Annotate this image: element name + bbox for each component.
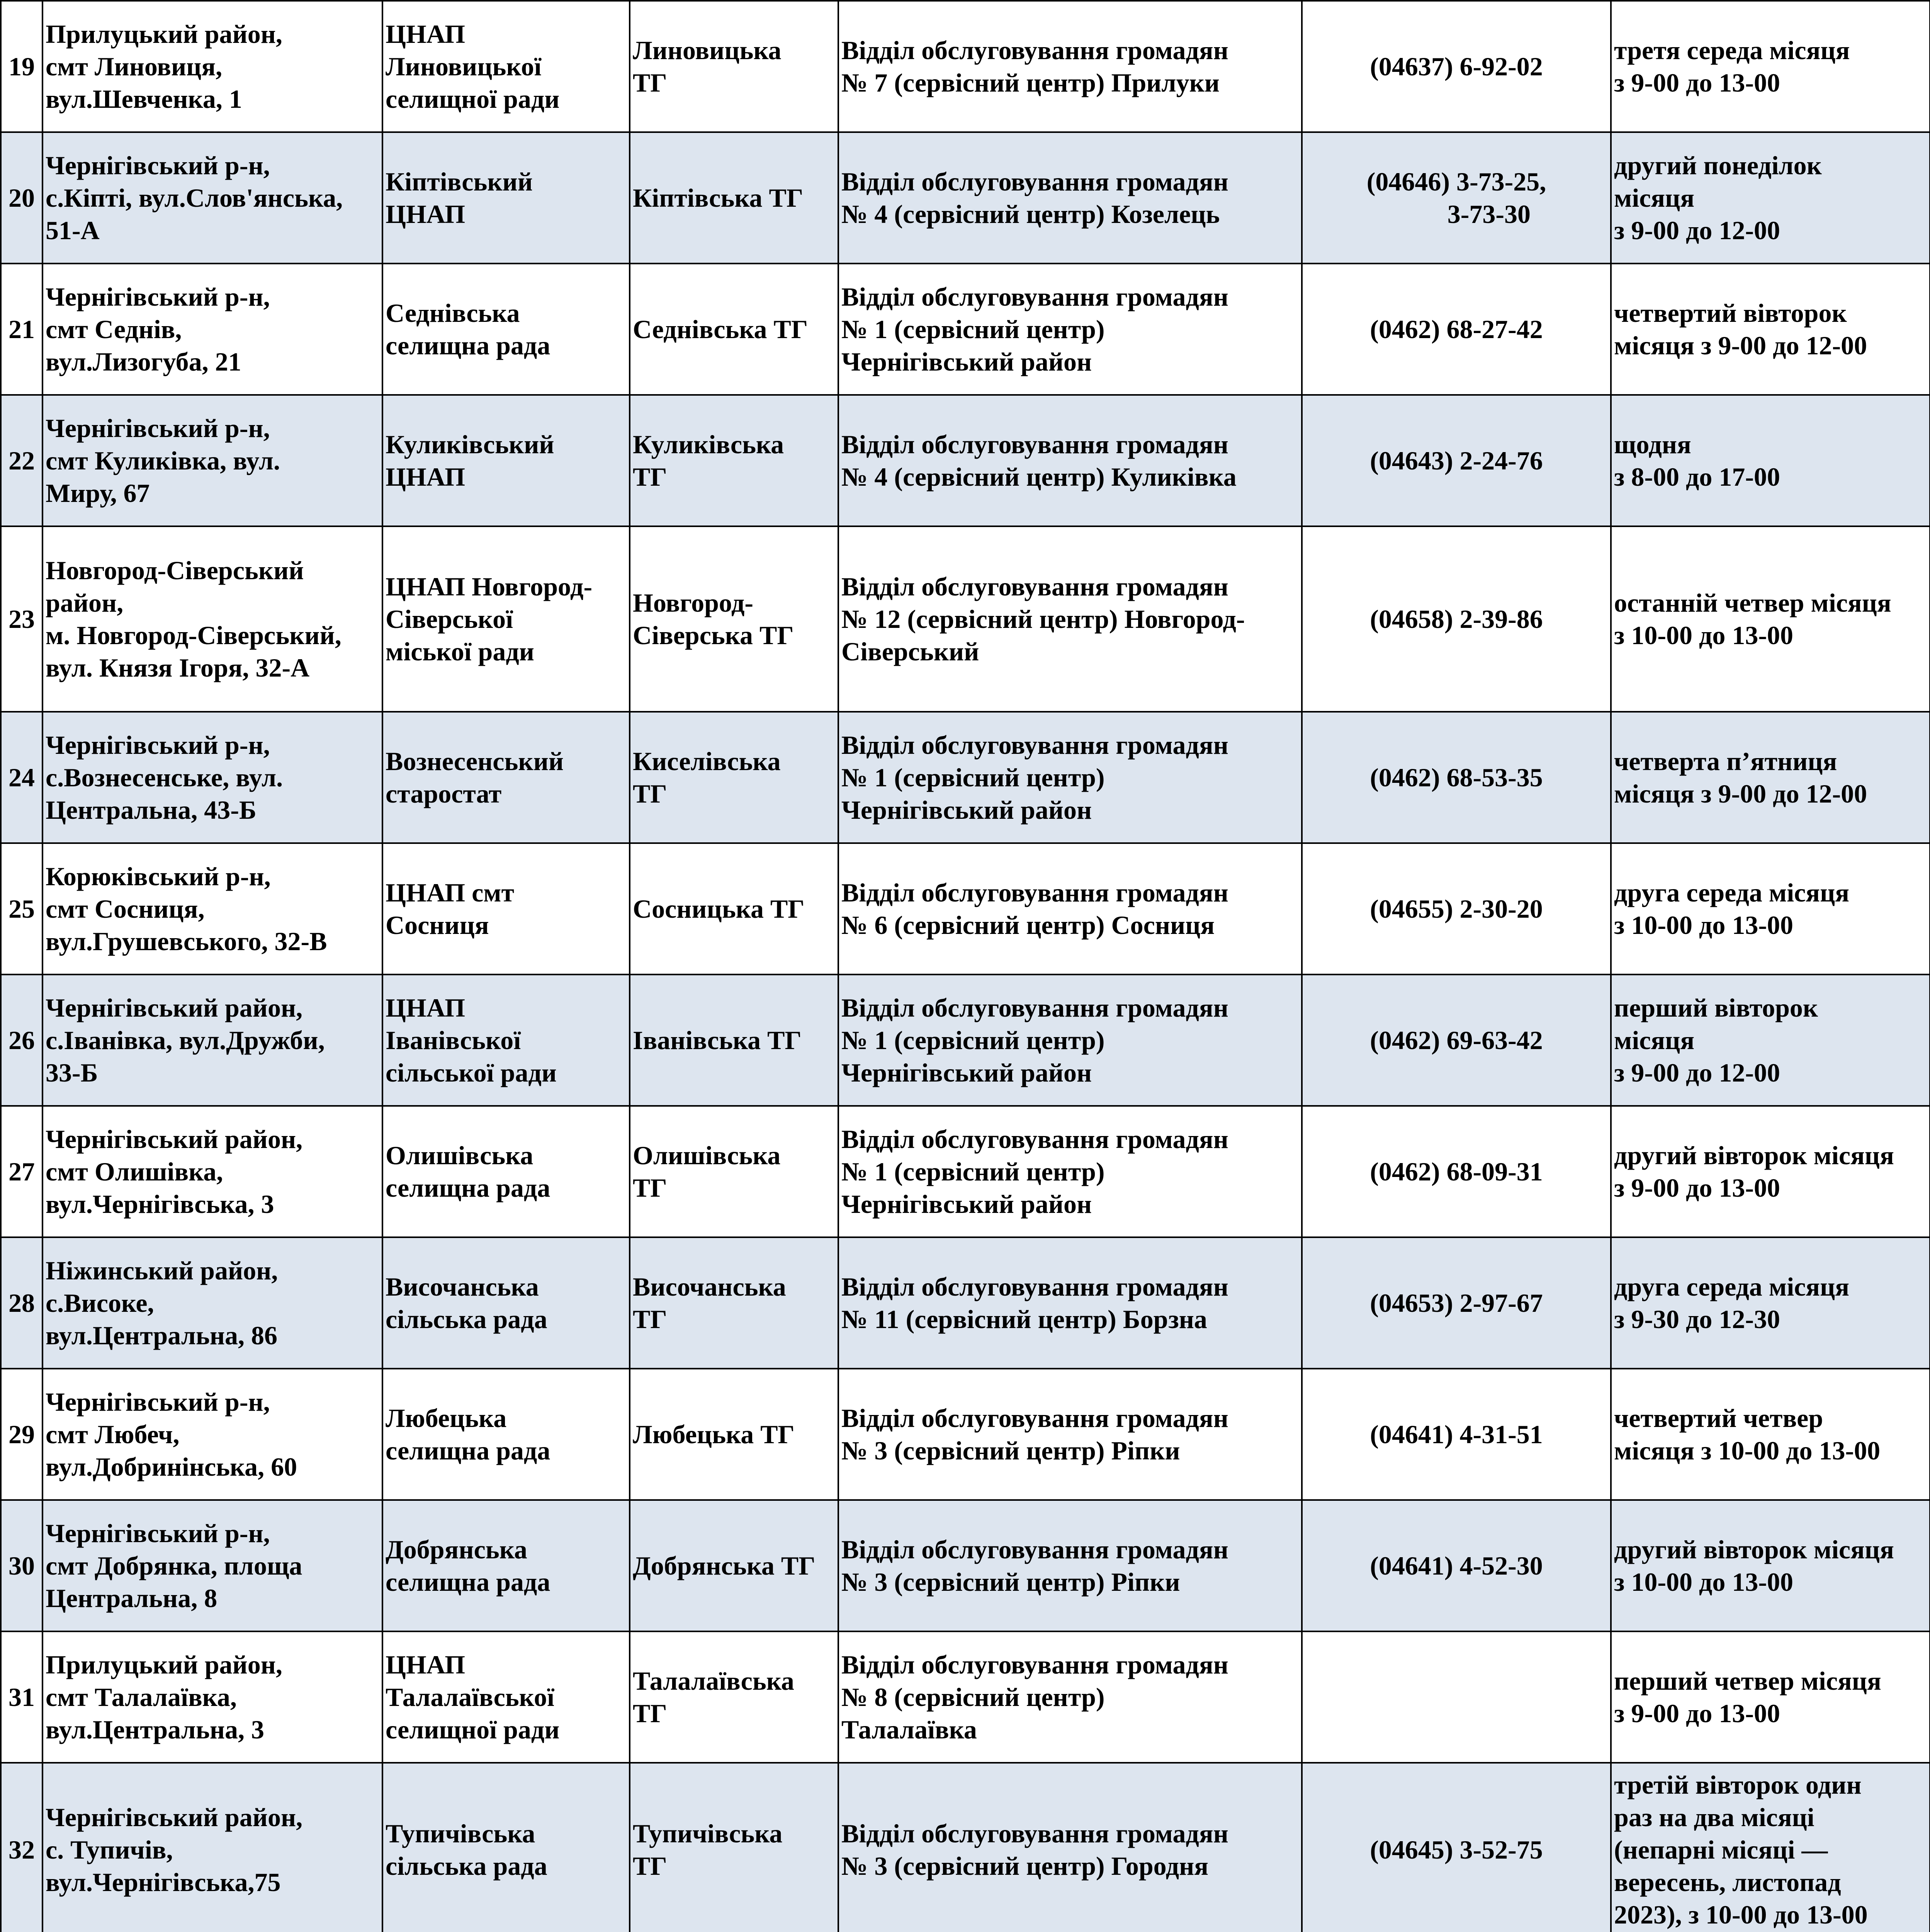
row-number: 30 (1, 1500, 42, 1631)
community-cell (630, 1631, 838, 1763)
phone-cell (1302, 843, 1611, 975)
phone-cell-line: (04653) 2-97-67 (1370, 1288, 1543, 1318)
address-cell-line: вул.Центральна, 86 (46, 1321, 278, 1350)
schedule-cell-line: четвертий вівторок (1614, 298, 1847, 328)
schedule-cell (1611, 1237, 1930, 1369)
department-cell-line: Відділ обслуговування громадян (841, 282, 1228, 311)
community-cell-line: ТГ (633, 1851, 667, 1881)
schedule-cell-line: місяця (1614, 1026, 1695, 1055)
department-cell-line: Відділ обслуговування громадян (841, 36, 1228, 65)
table-body (1, 1, 1930, 1932)
schedule-cell-line: місяця з 10-00 до 13-00 (1614, 1436, 1881, 1465)
department-cell-line: Сіверський (841, 637, 979, 666)
cnap-cell-line: ЦНАП (386, 993, 466, 1022)
community-cell (630, 712, 838, 843)
address-cell-line: м. Новгород-Сіверський, (46, 621, 341, 650)
row-number: 23 (1, 526, 42, 712)
phone-cell-line: (0462) 68-53-35 (1370, 763, 1543, 792)
schedule-cell-line: з 9-00 до 13-00 (1614, 1173, 1780, 1202)
row-number: 22 (1, 395, 42, 526)
table-row (1, 526, 1930, 712)
cnap-cell-line: сільська рада (386, 1304, 547, 1334)
cnap-cell (382, 1631, 630, 1763)
community-cell (630, 1763, 838, 1932)
address-cell-line: Чернігівський район, (46, 1803, 303, 1832)
department-cell (838, 132, 1302, 264)
schedule-cell (1611, 1106, 1930, 1237)
cnap-cell-line: Тупичівська (386, 1819, 535, 1848)
table-row (1, 264, 1930, 395)
phone-cell-line: (04646) 3-73-25, (1366, 167, 1546, 196)
department-cell-line: Відділ обслуговування громадян (841, 1535, 1228, 1564)
schedule-cell (1611, 526, 1930, 712)
cnap-cell-line: ЦНАП (386, 462, 466, 492)
address-cell-line: смт Линовиця, (46, 52, 223, 81)
row-number: 21 (1, 264, 42, 395)
department-cell-line: Відділ обслуговування громадян (841, 1819, 1228, 1848)
address-cell (42, 975, 382, 1106)
phone-cell (1302, 1106, 1611, 1237)
phone-cell-line: (04641) 4-52-30 (1370, 1551, 1543, 1580)
table-row (1, 712, 1930, 843)
cnap-cell-line: Сіверської (386, 604, 513, 634)
phone-cell-line: (0462) 68-09-31 (1370, 1157, 1543, 1186)
schedule-cell-line: з 10-00 до 13-00 (1614, 621, 1794, 650)
phone-cell-line: (04641) 4-31-51 (1370, 1420, 1543, 1449)
schedule-cell-line: вересень, листопад (1614, 1867, 1841, 1897)
row-number: 27 (1, 1106, 42, 1237)
schedule-cell-line: раз на два місяці (1614, 1803, 1814, 1832)
community-cell (630, 1, 838, 132)
row-number: 20 (1, 132, 42, 264)
schedule-cell-line: з 9-00 до 13-00 (1614, 1699, 1780, 1728)
cnap-cell-line: Добрянська (386, 1535, 527, 1564)
cnap-cell-line: Сосниця (386, 910, 489, 940)
cnap-cell-line: ЦНАП (386, 199, 466, 229)
schedule-cell (1611, 1631, 1930, 1763)
address-cell-line: вул.Центральна, 3 (46, 1715, 265, 1744)
schedule-cell (1611, 975, 1930, 1106)
cnap-cell (382, 1, 630, 132)
schedule-cell-line: з 9-00 до 13-00 (1614, 68, 1780, 97)
address-cell-line: Ніжинський район, (46, 1256, 278, 1285)
row-number: 31 (1, 1631, 42, 1763)
row-number: 29 (1, 1369, 42, 1500)
cnap-cell-line: Талалаївської (386, 1682, 554, 1712)
schedule-cell-line: перший четвер місяця (1614, 1666, 1881, 1696)
cnap-cell-line: ЦНАП (386, 1650, 466, 1679)
community-cell-line: Любецька ТГ (633, 1420, 795, 1449)
community-cell-line: Куликівська (633, 430, 784, 459)
department-cell-line: № 1 (сервісний центр) (841, 315, 1105, 344)
department-cell-line: Відділ обслуговування громадян (841, 430, 1228, 459)
schedule-cell-line: друга середа місяця (1614, 878, 1850, 907)
address-cell-line: с.Кіпті, вул.Слов'янська, (46, 183, 343, 213)
table-row (1, 132, 1930, 264)
address-cell-line: вул.Грушевського, 32-В (46, 927, 327, 956)
phone-cell-line: (04643) 2-24-76 (1370, 446, 1543, 475)
phone-cell (1302, 1631, 1611, 1763)
cnap-cell (382, 1106, 630, 1237)
community-cell-line: ТГ (633, 462, 667, 492)
department-cell (838, 1369, 1302, 1500)
address-cell-line: Чернігівський район, (46, 993, 303, 1022)
schedule-cell-line: другий вівторок місяця (1614, 1535, 1894, 1564)
cnap-cell-line: селищна рада (386, 1173, 550, 1202)
community-cell-line: Новгород- (633, 588, 754, 617)
community-cell-line: ТГ (633, 779, 667, 808)
community-cell-line: Іванівська ТГ (633, 1026, 802, 1055)
address-cell-line: 51-А (46, 216, 100, 245)
department-cell-line: Відділ обслуговування громадян (841, 878, 1228, 907)
community-cell (630, 975, 838, 1106)
row-number: 28 (1, 1237, 42, 1369)
schedule-cell-line: з 9-00 до 12-00 (1614, 1058, 1780, 1087)
schedule-cell (1611, 395, 1930, 526)
table-row (1, 1631, 1930, 1763)
address-cell-line: вул.Лизогуба, 21 (46, 347, 241, 376)
community-cell-line: ТГ (633, 1699, 667, 1728)
cnap-cell-line: Любецька (386, 1403, 507, 1433)
address-cell-line: вул. Князя Ігоря, 32-А (46, 653, 310, 682)
department-cell-line: Чернігівський район (841, 347, 1092, 376)
address-cell-line: Чернігівський р-н, (46, 282, 270, 311)
cnap-cell (382, 395, 630, 526)
cnap-cell-line: Линовицької (386, 52, 542, 81)
address-cell (42, 264, 382, 395)
address-cell-line: смт Куликівка, вул. (46, 446, 280, 475)
phone-cell-line: (0462) 69-63-42 (1370, 1026, 1543, 1055)
schedule-cell (1611, 1369, 1930, 1500)
community-cell (630, 1369, 838, 1500)
address-cell-line: район, (46, 588, 124, 617)
schedule-cell-line: останній четвер місяця (1614, 588, 1891, 617)
table-row (1, 1237, 1930, 1369)
department-cell-line: № 3 (сервісний центр) Городня (841, 1851, 1209, 1881)
address-cell-line: с.Високе, (46, 1288, 154, 1318)
cnap-cell-line: Седнівська (386, 298, 520, 328)
schedule-cell-line: четверта п’ятниця (1614, 747, 1837, 776)
cnap-cell-line: Вознесенський (386, 747, 564, 776)
schedule-cell (1611, 1, 1930, 132)
table-row (1, 843, 1930, 975)
phone-cell-line: (04637) 6-92-02 (1370, 52, 1543, 81)
schedule-cell-line: з 10-00 до 13-00 (1614, 910, 1794, 940)
phone-cell (1302, 1500, 1611, 1631)
department-cell-line: № 1 (сервісний центр) (841, 1026, 1105, 1055)
phone-cell (1302, 526, 1611, 712)
phone-cell (1302, 712, 1611, 843)
community-cell-line: Седнівська ТГ (633, 315, 808, 344)
cnap-cell-line: Олишівська (386, 1141, 533, 1170)
schedule-cell-line: (непарні місяці — (1614, 1835, 1828, 1864)
department-cell-line: Талалаївка (841, 1715, 977, 1744)
phone-cell (1302, 1369, 1611, 1500)
cnap-cell-line: сільська рада (386, 1851, 547, 1881)
table-row (1, 1500, 1930, 1631)
department-cell (838, 1237, 1302, 1369)
community-cell-line: Сосницька ТГ (633, 894, 805, 923)
department-cell (838, 712, 1302, 843)
department-cell-line: Відділ обслуговування громадян (841, 1124, 1228, 1154)
department-cell-line: № 8 (сервісний центр) (841, 1682, 1105, 1712)
address-cell-line: Прилуцький район, (46, 1650, 282, 1679)
schedule-cell-line: другий понеділок (1614, 151, 1822, 180)
phone-cell-line: 3-73-30 (1447, 199, 1531, 229)
address-cell-line: смт Добрянка, площа (46, 1551, 302, 1580)
department-cell-line: № 12 (сервісний центр) Новгород- (841, 604, 1245, 634)
department-cell-line: Чернігівський район (841, 1189, 1092, 1219)
address-cell-line: Чернігівський р-н, (46, 151, 270, 180)
cnap-cell-line: селищної ради (386, 1715, 560, 1744)
address-cell-line: вул.Шевченка, 1 (46, 84, 242, 114)
phone-cell-line: (04645) 3-52-75 (1370, 1835, 1543, 1864)
row-number: 19 (1, 1, 42, 132)
phone-cell (1302, 264, 1611, 395)
address-cell-line: смт Сосниця, (46, 894, 205, 923)
table-row (1, 975, 1930, 1106)
phone-cell (1302, 132, 1611, 264)
schedule-cell-line: з 9-00 до 12-00 (1614, 216, 1780, 245)
phone-cell (1302, 975, 1611, 1106)
department-cell-line: Відділ обслуговування громадян (841, 1272, 1228, 1301)
cnap-cell-line: сільської ради (386, 1058, 557, 1087)
address-cell-line: Миру, 67 (46, 478, 150, 508)
community-cell-line: Сіверська ТГ (633, 621, 794, 650)
cnap-cell-line: ЦНАП смт (386, 878, 514, 907)
cnap-cell (382, 712, 630, 843)
table-row (1, 395, 1930, 526)
department-cell (838, 1763, 1302, 1932)
schedule-cell-line: з 9-30 до 12-30 (1614, 1304, 1780, 1334)
department-cell-line: № 3 (сервісний центр) Ріпки (841, 1567, 1180, 1597)
address-cell (42, 1631, 382, 1763)
schedule-cell (1611, 712, 1930, 843)
table-row (1, 1763, 1930, 1932)
cnap-cell (382, 132, 630, 264)
cnap-cell (382, 1500, 630, 1631)
cnap-cell-line: Кіптівський (386, 167, 533, 196)
row-number: 32 (1, 1763, 42, 1932)
phone-cell-line: (04658) 2-39-86 (1370, 604, 1543, 634)
table-row (1, 1106, 1930, 1237)
address-cell-line: Прилуцький район, (46, 19, 282, 49)
cnap-cell (382, 975, 630, 1106)
address-cell (42, 1369, 382, 1500)
schedule-cell-line: перший вівторок (1614, 993, 1818, 1022)
row-number: 24 (1, 712, 42, 843)
address-cell (42, 1763, 382, 1932)
address-cell (42, 526, 382, 712)
department-cell (838, 1631, 1302, 1763)
community-cell (630, 132, 838, 264)
schedule-cell-line: з 8-00 до 17-00 (1614, 462, 1780, 492)
address-cell-line: с.Іванівка, вул.Дружби, (46, 1026, 325, 1055)
table-row (1, 1, 1930, 132)
community-cell (630, 843, 838, 975)
address-cell (42, 843, 382, 975)
address-cell (42, 1, 382, 132)
schedule-cell (1611, 843, 1930, 975)
department-cell (838, 264, 1302, 395)
community-cell (630, 1106, 838, 1237)
cnap-cell-line: Іванівської (386, 1026, 521, 1055)
address-cell-line: вул.Добринінська, 60 (46, 1452, 297, 1481)
schedule-cell-line: щодня (1614, 430, 1691, 459)
community-cell-line: Добрянська ТГ (633, 1551, 815, 1580)
address-cell-line: Чернігівський р-н, (46, 413, 270, 443)
department-cell-line: Відділ обслуговування громадян (841, 167, 1228, 196)
cnap-cell (382, 1237, 630, 1369)
schedule-cell-line: третя середа місяця (1614, 36, 1850, 65)
schedule-cell-line: місяця з 9-00 до 12-00 (1614, 331, 1867, 360)
cnap-cell (382, 526, 630, 712)
community-cell-line: ТГ (633, 68, 667, 97)
address-cell (42, 395, 382, 526)
community-cell-line: Кіптівська ТГ (633, 183, 804, 213)
community-cell (630, 264, 838, 395)
address-cell-line: вул.Чернігівська,75 (46, 1867, 281, 1897)
address-cell-line: 33-Б (46, 1058, 98, 1087)
address-cell-line: вул.Чернігівська, 3 (46, 1189, 274, 1219)
cnap-cell-line: селищної ради (386, 84, 560, 114)
department-cell-line: Чернігівський район (841, 1058, 1092, 1087)
phone-cell (1302, 1237, 1611, 1369)
address-cell-line: смт Седнів, (46, 315, 182, 344)
schedule-cell (1611, 132, 1930, 264)
department-cell (838, 1106, 1302, 1237)
department-cell-line: Відділ обслуговування громадян (841, 572, 1228, 601)
row-number: 26 (1, 975, 42, 1106)
department-cell-line: № 1 (сервісний центр) (841, 763, 1105, 792)
address-cell-line: Новгород-Сіверський (46, 556, 304, 585)
community-cell-line: Олишівська (633, 1141, 781, 1170)
community-cell-line: ТГ (633, 1304, 667, 1334)
address-cell-line: с.Вознесенське, вул. (46, 763, 283, 792)
department-cell-line: № 3 (сервісний центр) Ріпки (841, 1436, 1180, 1465)
address-cell (42, 712, 382, 843)
cnap-cell (382, 843, 630, 975)
cnap-cell (382, 1369, 630, 1500)
schedule-cell (1611, 264, 1930, 395)
community-cell-line: Тупичівська (633, 1819, 783, 1848)
department-cell-line: Відділ обслуговування громадян (841, 993, 1228, 1022)
department-cell-line: № 4 (сервісний центр) Козелець (841, 199, 1220, 229)
department-cell-line: № 4 (сервісний центр) Куликівка (841, 462, 1237, 492)
department-cell-line: Відділ обслуговування громадян (841, 1403, 1228, 1433)
community-cell-line: ТГ (633, 1173, 667, 1202)
address-cell (42, 1500, 382, 1631)
department-cell (838, 395, 1302, 526)
address-cell-line: смт Талалаївка, (46, 1682, 237, 1712)
department-cell-line: № 1 (сервісний центр) (841, 1157, 1105, 1186)
table-row (1, 1369, 1930, 1500)
community-cell-line: Талалаївська (633, 1666, 794, 1696)
department-cell-line: № 6 (сервісний центр) Сосниця (841, 910, 1215, 940)
address-cell-line: с. Тупичів, (46, 1835, 173, 1864)
department-cell (838, 526, 1302, 712)
address-cell-line: Чернігівський р-н, (46, 730, 270, 760)
department-cell-line: Чернігівський район (841, 795, 1092, 825)
schedule-cell-line: з 10-00 до 13-00 (1614, 1567, 1794, 1597)
department-cell (838, 1, 1302, 132)
department-cell (838, 1500, 1302, 1631)
community-cell-line: Височанська (633, 1272, 786, 1301)
address-cell-line: смт Олишівка, (46, 1157, 223, 1186)
community-cell (630, 526, 838, 712)
address-cell-line: Центральна, 8 (46, 1583, 217, 1613)
schedule-cell-line: друга середа місяця (1614, 1272, 1850, 1301)
phone-cell-line: (04655) 2-30-20 (1370, 894, 1543, 923)
community-cell (630, 1500, 838, 1631)
cnap-cell (382, 1763, 630, 1932)
schedule-cell (1611, 1500, 1930, 1631)
department-cell (838, 975, 1302, 1106)
cnap-cell-line: селищна рада (386, 1567, 550, 1597)
schedule-cell-line: 2023), з 10-00 до 13-00 (1614, 1900, 1868, 1929)
schedule-cell-line: третій вівторок один (1614, 1770, 1862, 1799)
address-cell-line: Центральна, 43-Б (46, 795, 257, 825)
address-cell-line: Корюківський р-н, (46, 862, 271, 891)
community-cell (630, 1237, 838, 1369)
cnap-cell-line: старостат (386, 779, 502, 808)
phone-cell (1302, 1763, 1611, 1932)
department-cell-line: № 11 (сервісний центр) Борзна (841, 1304, 1207, 1334)
schedule-cell-line: місяця (1614, 183, 1695, 213)
department-cell-line: № 7 (сервісний центр) Прилуки (841, 68, 1220, 97)
cnap-cell-line: ЦНАП (386, 19, 466, 49)
address-cell (42, 1106, 382, 1237)
schedule-cell-line: місяця з 9-00 до 12-00 (1614, 779, 1867, 808)
schedule-cell-line: четвертий четвер (1614, 1403, 1823, 1433)
cnap-cell-line: селищна рада (386, 331, 550, 360)
phone-cell (1302, 395, 1611, 526)
address-cell-line: смт Любеч, (46, 1420, 180, 1449)
department-cell-line: Відділ обслуговування громадян (841, 1650, 1228, 1679)
address-cell-line: Чернігівський р-н, (46, 1387, 270, 1417)
community-cell-line: Киселівська (633, 747, 781, 776)
community-cell (630, 395, 838, 526)
cnap-cell-line: Височанська (386, 1272, 539, 1301)
row-number: 25 (1, 843, 42, 975)
cnap-cell-line: селищна рада (386, 1436, 550, 1465)
department-cell-line: Відділ обслуговування громадян (841, 730, 1228, 760)
cnap-cell (382, 264, 630, 395)
address-cell (42, 1237, 382, 1369)
phone-cell (1302, 1, 1611, 132)
address-cell-line: Чернігівський р-н, (46, 1519, 270, 1548)
cnap-cell-line: Куликівський (386, 430, 554, 459)
schedule-cell-line: другий вівторок місяця (1614, 1141, 1894, 1170)
schedule-cell (1611, 1763, 1930, 1932)
address-cell-line: Чернігівський район, (46, 1124, 303, 1154)
cnap-cell-line: міської ради (386, 637, 534, 666)
community-cell-line: Линовицька (633, 36, 782, 65)
address-cell (42, 132, 382, 264)
cnap-cell-line: ЦНАП Новгород- (386, 572, 593, 601)
phone-cell-line: (0462) 68-27-42 (1370, 315, 1543, 344)
department-cell (838, 843, 1302, 975)
